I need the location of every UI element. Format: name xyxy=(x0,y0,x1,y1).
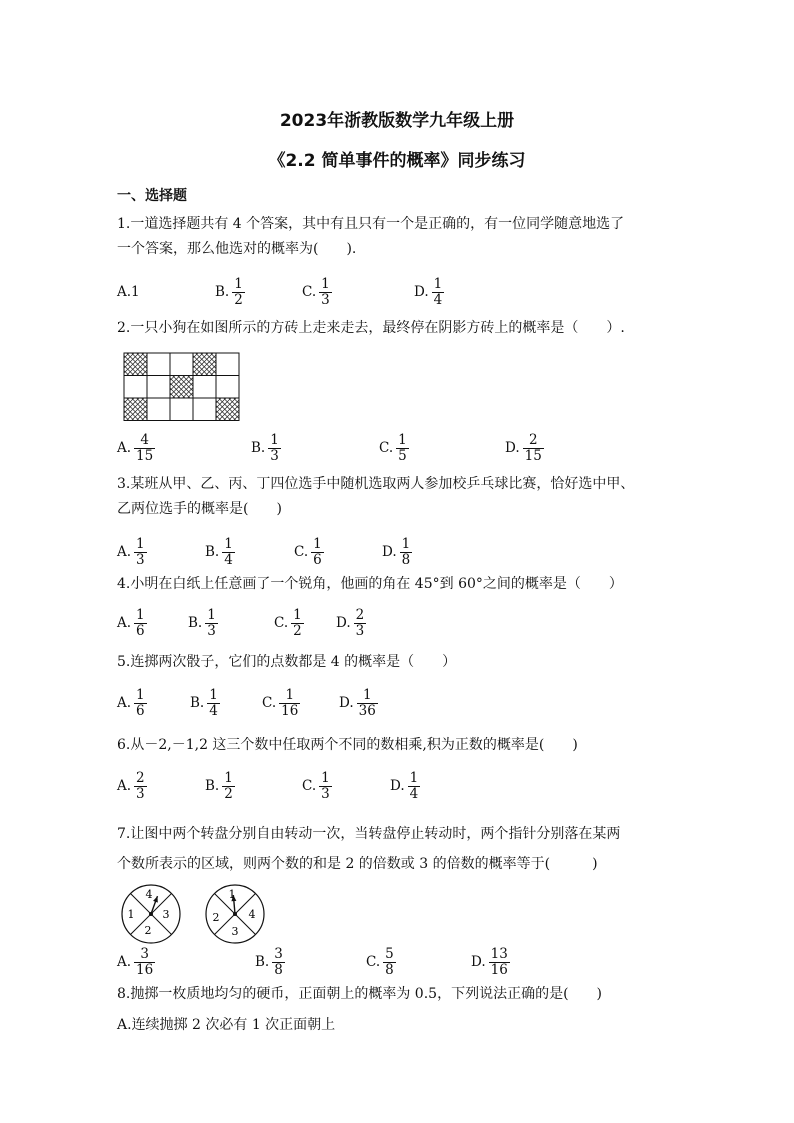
option-label: A. xyxy=(117,1017,132,1033)
option-a xyxy=(117,766,147,806)
option-a xyxy=(117,683,147,723)
question-8-option-a xyxy=(117,1014,335,1034)
tile xyxy=(147,398,170,421)
spinner-1-figure xyxy=(120,883,182,945)
fraction xyxy=(268,433,281,464)
fraction-denominator: 4 xyxy=(409,785,419,802)
tile xyxy=(147,353,170,376)
fraction-denominator: 8 xyxy=(401,551,411,568)
option-label: C. xyxy=(294,544,309,560)
fraction-numerator: 3 xyxy=(140,945,149,962)
fraction-denominator: 6 xyxy=(136,622,145,639)
option-d xyxy=(339,683,378,723)
fraction xyxy=(319,771,332,802)
fraction-numerator: 1 xyxy=(321,275,330,292)
fraction xyxy=(232,277,245,308)
fraction-denominator: 6 xyxy=(136,702,145,719)
fraction-denominator: 15 xyxy=(136,447,154,464)
spinner-sector-label: 3 xyxy=(231,925,239,938)
fraction-denominator: 2 xyxy=(293,622,302,639)
fraction-numerator: 1 xyxy=(224,535,233,552)
question-3-line-2: 乙两位选手的概率是( ) xyxy=(117,501,282,517)
fraction xyxy=(383,947,396,978)
fraction xyxy=(400,537,413,568)
tile xyxy=(216,353,239,376)
question-6 xyxy=(117,733,697,758)
fraction xyxy=(134,608,147,639)
question-1-line-1: 1.一道选择题共有 4 个答案，其中有且只有一个是正确的，有一位同学随意地选了 xyxy=(117,216,625,232)
fraction-numerator: 1 xyxy=(234,275,243,292)
option-b xyxy=(190,683,220,723)
option-label: C. xyxy=(379,440,394,456)
option-label: B. xyxy=(251,440,266,456)
pivot-dot xyxy=(233,912,237,916)
fraction-denominator: 16 xyxy=(281,702,299,719)
option-c xyxy=(366,942,396,982)
fraction xyxy=(408,771,421,802)
tile-grid-figure xyxy=(123,352,241,422)
page-subtitle: 《2.2 简单事件的概率》同步练习 xyxy=(268,151,526,171)
spinner-sector-label: 3 xyxy=(162,908,170,921)
question-5 xyxy=(117,650,697,675)
fraction-numerator: 1 xyxy=(409,769,419,786)
fraction xyxy=(396,433,409,464)
tile xyxy=(147,376,170,399)
option-c xyxy=(302,766,332,806)
question-3 xyxy=(117,472,697,522)
fraction-numerator: 1 xyxy=(362,686,372,703)
option-label: A. xyxy=(117,695,132,711)
fraction-denominator: 3 xyxy=(321,291,330,308)
fraction-denominator: 36 xyxy=(358,702,376,719)
option-a xyxy=(117,603,147,643)
option-c xyxy=(302,272,332,312)
option-label: D. xyxy=(414,284,429,300)
fraction-numerator: 1 xyxy=(398,431,407,448)
option-a xyxy=(117,272,140,312)
fraction-numerator: 1 xyxy=(136,606,145,623)
option-label: A. xyxy=(117,440,132,456)
fraction-denominator: 4 xyxy=(224,551,233,568)
fraction-numerator: 1 xyxy=(270,431,279,448)
fraction-numerator: 5 xyxy=(385,945,394,962)
spinner-2-figure xyxy=(204,883,266,945)
fraction-numerator: 2 xyxy=(355,606,365,623)
fraction-numerator: 2 xyxy=(136,769,145,786)
tile xyxy=(216,376,239,399)
fraction-numerator: 1 xyxy=(401,535,411,552)
fraction-numerator: 1 xyxy=(136,686,145,703)
tile xyxy=(170,398,193,421)
question-1 xyxy=(117,212,697,262)
option-label: B. xyxy=(255,954,270,970)
fraction-numerator: 2 xyxy=(528,431,538,448)
fraction-numerator: 1 xyxy=(285,686,295,703)
option-label: D. xyxy=(471,954,486,970)
option-label: B. xyxy=(190,695,205,711)
option-label: A. xyxy=(117,954,132,970)
question-8 xyxy=(117,982,697,1007)
fraction-denominator: 8 xyxy=(385,961,394,978)
page-title: 2023年浙教版数学九年级上册 xyxy=(279,111,515,131)
option-c xyxy=(262,683,300,723)
option-d xyxy=(336,603,366,643)
pivot-dot xyxy=(149,912,153,916)
fraction-denominator: 4 xyxy=(433,291,443,308)
spinner-sector-label: 2 xyxy=(144,924,152,937)
option-label: B. xyxy=(205,544,220,560)
option-a xyxy=(117,428,155,468)
question-2-options xyxy=(117,428,697,468)
option-label: A. xyxy=(117,284,132,300)
tile xyxy=(193,398,216,421)
question-1-line-2: 一个答案，那么他选对的概率为( ). xyxy=(117,241,357,257)
option-label: C. xyxy=(262,695,277,711)
option-label: D. xyxy=(382,544,397,560)
option-a xyxy=(117,532,147,572)
question-2-line-1: 2.一只小狗在如图所示的方砖上走来走去，最终停在阴影方砖上的概率是（ ）. xyxy=(117,320,625,336)
option-label: D. xyxy=(505,440,520,456)
option-label: A. xyxy=(117,544,132,560)
fraction-numerator: 1 xyxy=(224,769,233,786)
option-label: C. xyxy=(302,284,317,300)
tile xyxy=(124,376,147,399)
fraction xyxy=(134,537,147,568)
option-d xyxy=(390,766,420,806)
question-4 xyxy=(117,572,697,597)
fraction-denominator: 5 xyxy=(398,447,407,464)
question-7-line-1: 7.让图中两个转盘分别自由转动一次，当转盘停止转动时，两个指针分别落在某两 xyxy=(117,826,621,842)
fraction-denominator: 2 xyxy=(234,291,243,308)
question-5-line-1: 5.连掷两次骰子，它们的点数都是 4 的概率是（ ） xyxy=(117,654,457,670)
option-label: A. xyxy=(117,615,132,631)
fraction xyxy=(523,433,544,464)
fraction-numerator: 1 xyxy=(433,275,443,292)
question-2 xyxy=(117,316,697,341)
option-c xyxy=(379,428,409,468)
fraction xyxy=(222,771,235,802)
fraction-denominator: 3 xyxy=(136,785,145,802)
fraction-denominator: 8 xyxy=(274,961,283,978)
fraction-denominator: 4 xyxy=(209,702,218,719)
fraction xyxy=(134,771,147,802)
fraction xyxy=(354,608,367,639)
option-label: A. xyxy=(117,778,132,794)
option-label: B. xyxy=(188,615,203,631)
fraction xyxy=(134,947,155,978)
fraction-numerator: 1 xyxy=(293,606,302,623)
fraction-numerator: 3 xyxy=(274,945,283,962)
option-a xyxy=(117,942,155,982)
fraction xyxy=(222,537,235,568)
fraction xyxy=(134,433,155,464)
fraction xyxy=(432,277,445,308)
fraction-denominator: 3 xyxy=(136,551,145,568)
question-7 xyxy=(117,822,697,877)
fraction xyxy=(291,608,304,639)
option-label: B. xyxy=(205,778,220,794)
spinner-sector-label: 1 xyxy=(127,908,135,921)
fraction-denominator: 3 xyxy=(355,622,365,639)
option-text: 1 xyxy=(131,284,140,300)
question-8-line-1: 8.抛掷一枚质地均匀的硬币，正面朝上的概率为 0.5，下列说法正确的是( ) xyxy=(117,986,602,1002)
option-label: C. xyxy=(274,615,289,631)
fraction xyxy=(279,688,300,719)
question-6-line-1: 6.从－2,－1,2 这三个数中任取两个不同的数相乘,积为正数的概率是( ) xyxy=(117,737,578,753)
option-b xyxy=(251,428,281,468)
question-4-line-1: 4.小明在白纸上任意画了一个锐角，他画的角在 45°到 60°之间的概率是（ ） xyxy=(117,576,623,592)
option-c xyxy=(294,532,324,572)
question-3-options xyxy=(117,532,697,572)
option-text: 连续抛掷 2 次必有 1 次正面朝上 xyxy=(131,1017,336,1033)
question-5-options xyxy=(117,683,697,723)
option-b xyxy=(188,603,218,643)
spinner-sector-label: 4 xyxy=(145,888,153,901)
fraction xyxy=(319,277,332,308)
fraction xyxy=(134,688,147,719)
option-label: C. xyxy=(366,954,381,970)
spinner-sector-label: 4 xyxy=(248,908,256,921)
spinner-sector-label: 2 xyxy=(212,911,220,924)
fraction-numerator: 1 xyxy=(313,535,322,552)
spinner-sector-label: 1 xyxy=(228,888,236,901)
option-label: D. xyxy=(336,615,351,631)
section-heading: 一、选择题 xyxy=(117,188,187,204)
fraction-denominator: 2 xyxy=(224,785,233,802)
fraction-numerator: 13 xyxy=(490,945,508,962)
fraction-denominator: 3 xyxy=(321,785,330,802)
fraction xyxy=(205,608,218,639)
fraction xyxy=(489,947,510,978)
option-d xyxy=(505,428,544,468)
option-b xyxy=(205,532,235,572)
option-b xyxy=(215,272,245,312)
option-c xyxy=(274,603,304,643)
question-1-options xyxy=(117,272,697,312)
question-7-options xyxy=(117,942,697,982)
fraction-denominator: 6 xyxy=(313,551,322,568)
option-b xyxy=(255,942,285,982)
fraction xyxy=(207,688,220,719)
fraction-denominator: 3 xyxy=(270,447,279,464)
fraction-denominator: 16 xyxy=(136,961,154,978)
fraction xyxy=(272,947,285,978)
fraction-numerator: 1 xyxy=(209,686,218,703)
fraction-numerator: 1 xyxy=(321,769,330,786)
option-d xyxy=(382,532,412,572)
tile xyxy=(193,376,216,399)
question-7-line-2: 个数所表示的区域，则两个数的和是 2 的倍数或 3 的倍数的概率等于( ) xyxy=(117,856,598,872)
question-3-line-1: 3.某班从甲、乙、丙、丁四位选手中随机选取两人参加校乒乓球比赛，恰好选中甲、 xyxy=(117,476,635,492)
option-d xyxy=(414,272,444,312)
fraction xyxy=(357,688,378,719)
fraction-denominator: 16 xyxy=(490,961,508,978)
option-label: C. xyxy=(302,778,317,794)
option-label: D. xyxy=(390,778,405,794)
option-b xyxy=(205,766,235,806)
fraction-numerator: 1 xyxy=(136,535,145,552)
question-6-options xyxy=(117,766,697,806)
option-label: D. xyxy=(339,695,354,711)
option-label: B. xyxy=(215,284,230,300)
fraction-denominator: 15 xyxy=(524,447,542,464)
fraction xyxy=(311,537,324,568)
fraction-numerator: 4 xyxy=(140,431,149,448)
fraction-numerator: 1 xyxy=(207,606,216,623)
question-4-options xyxy=(117,603,697,643)
tile xyxy=(170,353,193,376)
fraction-denominator: 3 xyxy=(207,622,216,639)
option-d xyxy=(471,942,510,982)
